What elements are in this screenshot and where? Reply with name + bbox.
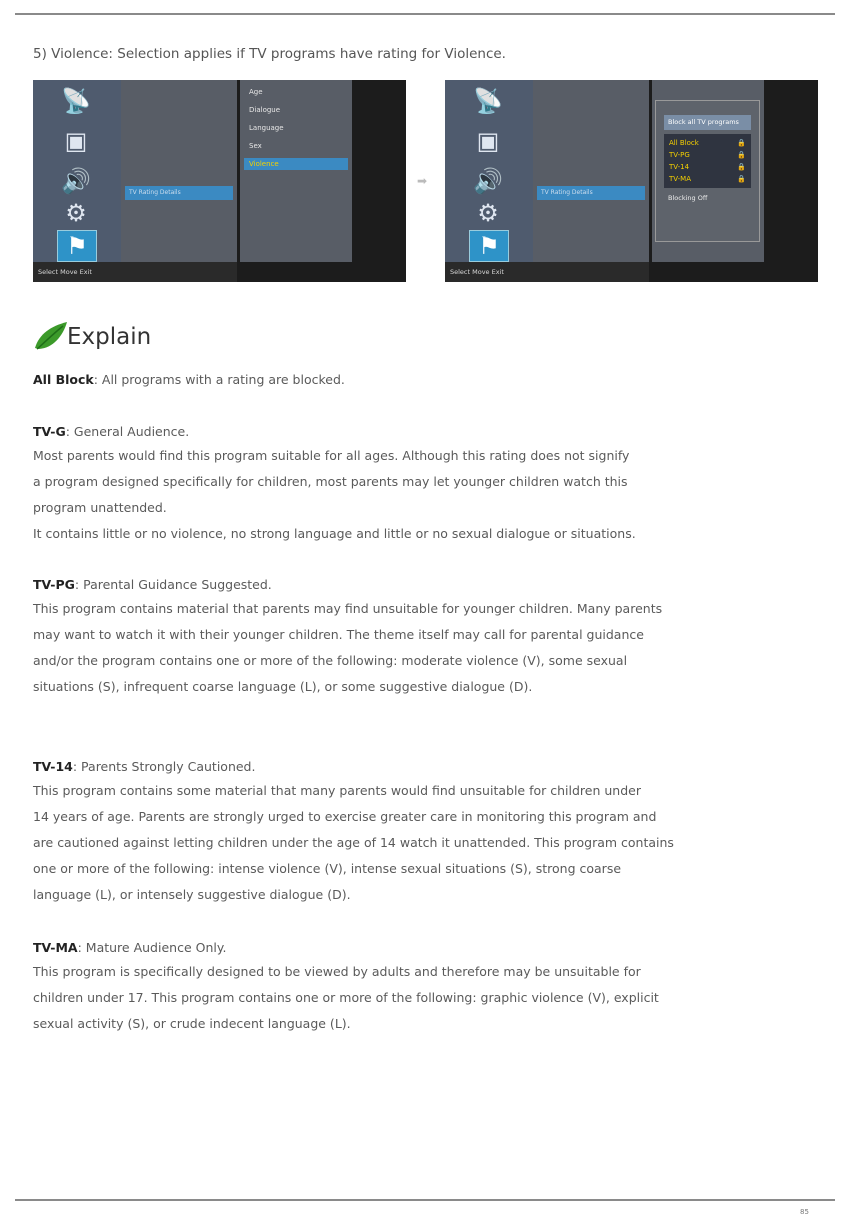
lock-icon: 🔒 bbox=[737, 163, 746, 171]
tv-rating-details-item: TV Rating Details bbox=[537, 186, 645, 200]
all-block-definition: All Block: All programs with a rating are blocked. bbox=[33, 372, 345, 387]
popup-row[interactable]: TV-MA 🔒 bbox=[669, 175, 746, 183]
tvg-heading: TV-G: General Audience. bbox=[33, 424, 190, 439]
term-tvpg: TV-PG bbox=[33, 577, 75, 592]
menu-icon-bar bbox=[445, 80, 533, 282]
popup-title: Block all TV programs bbox=[664, 115, 751, 130]
tvpg-heading: TV-PG: Parental Guidance Suggested. bbox=[33, 577, 272, 592]
arrow-right-icon: ➡ bbox=[417, 174, 428, 188]
popup-rating-list bbox=[664, 134, 751, 188]
tv14-paragraph: This program contains some material that many parents would find unsuitable for children under 14 years of age. Parents are strongly urged to exercise greater care in monitoring this program and are cautioned against letting children under the age of 14 watch it unattended. This program contains one or more of the following: intense violence (V), intense sexual situations (S), strong coarse language (L), or intensely suggestive dialogue (D). bbox=[33, 783, 674, 902]
antenna-icon: 📡 bbox=[61, 87, 91, 115]
page-number: 85 bbox=[800, 1208, 809, 1216]
menu-column-1 bbox=[533, 80, 649, 262]
popup-row[interactable]: TV-14 🔒 bbox=[669, 163, 746, 171]
tv-menu-left bbox=[33, 80, 406, 282]
explain-title: Explain bbox=[67, 324, 152, 350]
explain-heading bbox=[33, 318, 151, 352]
tv14-heading: TV-14: Parents Strongly Cautioned. bbox=[33, 759, 256, 774]
top-rule bbox=[15, 13, 835, 15]
option-dialogue: Dialogue bbox=[249, 106, 281, 114]
option-sex: Sex bbox=[249, 142, 262, 150]
menu-column-2 bbox=[240, 80, 352, 262]
lock-icon: 🔒 bbox=[737, 139, 746, 147]
menu-footer: Select Move Exit bbox=[33, 262, 237, 282]
term-tvma: TV-MA bbox=[33, 940, 78, 955]
tvma-heading: TV-MA: Mature Audience Only. bbox=[33, 940, 227, 955]
tv-rating-details-item: TV Rating Details bbox=[125, 186, 233, 200]
tvg-paragraph: Most parents would find this program suitable for all ages. Although this rating does not signify a program designed specifically for children, most parents may let younger children watch this program unattended. It contains little or no violence, no strong language and little or no sexual dialogue or situations. bbox=[33, 448, 636, 541]
term-tv14: TV-14 bbox=[33, 759, 73, 774]
settings-icon: ⚙ bbox=[477, 199, 499, 227]
tvpg-paragraph: This program contains material that parents may find unsuitable for younger children. Many parents may want to watch it with their younger children. The theme itself may call for parental guidance and/or the program contains one or more of the following: moderate violence (V), some sexual situations (S), infrequent coarse language (L), or some suggestive dialogue (D). bbox=[33, 601, 663, 694]
bottom-rule bbox=[15, 1199, 835, 1201]
term-tvg: TV-G bbox=[33, 424, 66, 439]
popup-row[interactable]: TV-PG 🔒 bbox=[669, 151, 746, 159]
leaf-icon bbox=[33, 318, 69, 352]
menu-icon-bar bbox=[33, 80, 121, 282]
option-age: Age bbox=[249, 88, 263, 96]
popup-row[interactable]: All Block 🔒 bbox=[669, 139, 746, 147]
parental-icon: ⚑ bbox=[57, 230, 97, 262]
parental-icon: ⚑ bbox=[469, 230, 509, 262]
sound-icon: 🔊 bbox=[473, 167, 503, 195]
antenna-icon: 📡 bbox=[473, 87, 503, 115]
lock-icon: 🔒 bbox=[737, 175, 746, 183]
intro-text: 5) Violence: Selection applies if TV programs have rating for Violence. bbox=[33, 46, 506, 62]
tvma-paragraph: This program is specifically designed to be viewed by adults and therefore may be unsuitable for children under 17. This program contains one or more of the following: graphic violence (V), explicit sexual activity (S), or crude indecent language (L). bbox=[33, 964, 659, 1031]
sound-icon: 🔊 bbox=[61, 167, 91, 195]
option-violence: Violence bbox=[244, 158, 348, 170]
menu-column-1 bbox=[121, 80, 237, 262]
menu-footer: Select Move Exit bbox=[445, 262, 649, 282]
settings-icon: ⚙ bbox=[65, 199, 87, 227]
rating-block-popup bbox=[655, 100, 760, 242]
blocking-off-option[interactable]: Blocking Off bbox=[668, 194, 708, 202]
picture-icon: ▣ bbox=[476, 127, 500, 155]
tv-menu-right bbox=[445, 80, 818, 282]
lock-icon: 🔒 bbox=[737, 151, 746, 159]
term-all-block: All Block bbox=[33, 372, 94, 387]
picture-icon: ▣ bbox=[64, 127, 88, 155]
option-language: Language bbox=[249, 124, 284, 132]
